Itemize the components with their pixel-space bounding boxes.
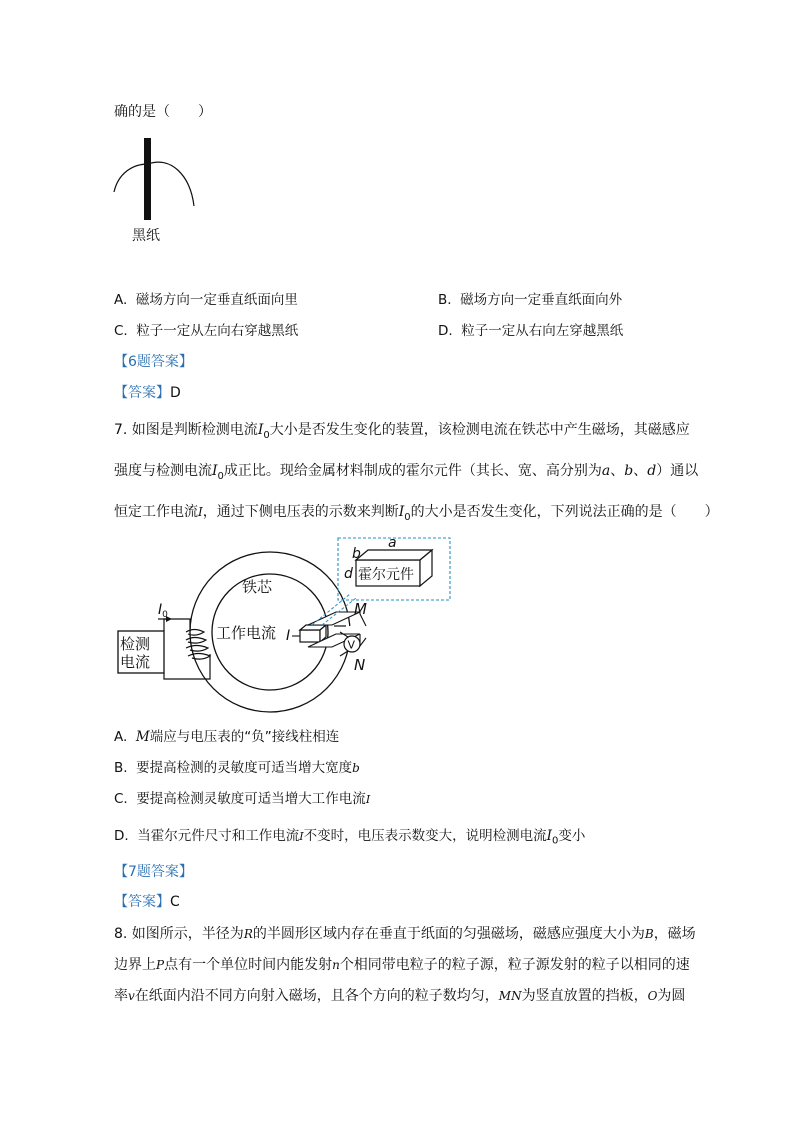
q6-answer-line	[114, 383, 181, 403]
detect-current-label-1: 检测	[120, 635, 151, 653]
q7-option-d-text: 变小	[558, 828, 586, 844]
q6-answer-value: D	[170, 385, 181, 401]
q8-stem-line-2	[114, 955, 690, 975]
q7-option-a[interactable]	[114, 727, 339, 747]
q6-option-a-letter: A.	[114, 292, 128, 308]
q7-option-b[interactable]	[114, 758, 360, 778]
q6-option-c[interactable]	[114, 321, 298, 341]
q6-option-c-letter: C.	[114, 323, 128, 339]
work-current-label: 工作电流	[216, 624, 277, 642]
var-I: I	[198, 505, 203, 519]
black-paper-bar	[144, 138, 151, 220]
q7-option-c-text: 要提高检测灵敏度可适当增大工作电流	[136, 791, 366, 807]
iron-core-label: 铁芯	[242, 578, 273, 596]
q8-stem-text: 边界上	[114, 957, 156, 973]
var-d: d	[647, 463, 657, 479]
q7-answer-label: 【答案】	[114, 894, 170, 910]
q7-option-a-text: 端应与电压表的“负”接线柱相连	[149, 729, 340, 745]
I-label: I	[286, 628, 291, 644]
var-I0-sub: 0	[551, 835, 559, 847]
N-label: N	[354, 656, 366, 674]
q8-stem-text: 8. 如图所示，半径为	[114, 926, 244, 942]
q6-option-b-text: 磁场方向一定垂直纸面向外	[460, 292, 623, 308]
var-I0-sub: 0	[263, 429, 270, 441]
d-label: d	[344, 566, 353, 582]
separator: 、	[633, 463, 648, 479]
separator: 、	[610, 463, 625, 479]
q7-option-b-letter: B.	[114, 760, 128, 776]
var-I0-sub: 0	[404, 511, 411, 523]
q7-answer-tag: 【7题答案】	[114, 864, 193, 880]
var-O: O	[647, 989, 658, 1003]
particle-trajectory-right-arc	[148, 162, 194, 206]
q7-stem-text: 强度与检测电流	[114, 463, 212, 479]
q6-option-a-text: 磁场方向一定垂直纸面向里	[135, 292, 298, 308]
detect-current-label-2: 电流	[120, 653, 151, 671]
var-MN: MN	[498, 989, 522, 1003]
var-I: I	[365, 793, 371, 806]
M-label: M	[354, 600, 367, 618]
q8-stem-text: 的半圆形区域内存在垂直于纸面的匀强磁场，磁感应强度大小为	[252, 926, 645, 942]
hall-detail-label: 霍尔元件	[358, 567, 414, 583]
var-B: B	[644, 927, 654, 941]
hall-element-front	[300, 630, 320, 642]
q7-answer-value: C	[170, 894, 180, 910]
q6-option-b[interactable]	[438, 290, 622, 310]
var-M: M	[135, 729, 150, 745]
q6-option-a[interactable]	[114, 290, 298, 310]
a-label: a	[388, 535, 397, 551]
I0-label: $I_0$	[158, 602, 168, 620]
q8-stem-text: 在纸面内沿不同方向射入磁场，且各个方向的粒子数均匀，	[134, 988, 499, 1004]
q7-option-b-text: 要提高检测的灵敏度可适当增大宽度	[136, 760, 353, 776]
hall-sensor-figure	[112, 534, 462, 714]
b-label: b	[352, 546, 361, 562]
q7-stem-text: 恒定工作电流	[114, 504, 198, 520]
var-I0-sub: 0	[217, 470, 224, 482]
q8-stem-line-1	[114, 924, 696, 944]
q7-stem-text: 的大小是否发生变化，下列说法正确的是（ ）	[410, 504, 719, 520]
var-I: I	[299, 830, 304, 843]
q6-option-c-text: 粒子一定从左向右穿越黑纸	[136, 323, 299, 339]
coil-windings	[186, 630, 210, 660]
q8-stem-text: 为竖直放置的挡板，	[521, 988, 648, 1004]
q7-stem-line-1	[114, 420, 690, 446]
wire-N	[360, 634, 366, 646]
var-I0: I	[257, 422, 264, 438]
var-b: b	[352, 761, 360, 775]
q8-stem-text: 率	[114, 988, 128, 1004]
q8-stem-text: 点有一个单位时间内能发射	[164, 957, 333, 973]
q7-stem-text: 大小是否发生变化的装置，该检测电流在铁芯中产生磁场，其磁感应	[269, 422, 690, 438]
q7-stem-text: ）通以	[656, 463, 699, 479]
q7-stem-text: 成正比。现给金属材料制成的霍尔元件（其长、宽、高分别为	[223, 463, 602, 479]
var-n: n	[332, 958, 340, 972]
q7-option-d-text: 不变时，电压表示数变大，说明检测电流	[303, 828, 547, 844]
q8-stem-text: 个相同带电粒子的粒子源，粒子源发射的粒子以相同的速	[339, 957, 690, 973]
q6-option-d[interactable]	[438, 321, 623, 341]
var-I0: I	[212, 463, 218, 479]
q7-option-a-letter: A.	[114, 729, 128, 745]
var-R: R	[243, 927, 253, 941]
q7-stem-line-2	[114, 461, 698, 487]
q6-answer-label: 【答案】	[114, 385, 170, 401]
q8-stem-text: ，磁场	[653, 926, 696, 942]
q7-option-d-text: 当霍尔元件尺寸和工作电流	[137, 828, 300, 844]
var-a: a	[601, 463, 611, 479]
q7-stem-text: ，通过下侧电压表的示数来判断	[202, 504, 399, 520]
q7-stem-line-3	[114, 502, 719, 528]
black-paper-label: 黑纸	[132, 228, 160, 244]
q8-stem-line-3	[114, 986, 685, 1006]
black-paper-figure	[108, 134, 228, 246]
var-P: P	[156, 958, 165, 972]
q7-option-d[interactable]	[114, 826, 585, 852]
q7-option-c[interactable]	[114, 789, 370, 810]
hall-detail-top	[356, 550, 432, 560]
q8-stem-text: 为圆	[657, 988, 686, 1004]
var-b: b	[624, 463, 634, 479]
q7-option-c-letter: C.	[114, 791, 128, 807]
var-v: v	[128, 989, 135, 1003]
var-I0: I	[398, 504, 405, 520]
q7-answer-line	[114, 892, 180, 912]
var-I0: I	[546, 828, 552, 844]
q7-option-d-letter: D.	[114, 828, 129, 844]
q6-option-d-letter: D.	[438, 323, 453, 339]
voltmeter-label: V	[347, 638, 356, 652]
particle-trajectory-left-arc	[114, 164, 148, 192]
q6-option-b-letter: B.	[438, 292, 452, 308]
q6-option-d-text: 粒子一定从右向左穿越黑纸	[461, 323, 624, 339]
q7-stem-text: 7. 如图是判断检测电流	[114, 422, 258, 438]
question-intro-text: 确的是（ ）	[114, 104, 212, 120]
plate-M	[308, 612, 360, 625]
q6-answer-tag: 【6题答案】	[114, 354, 193, 370]
